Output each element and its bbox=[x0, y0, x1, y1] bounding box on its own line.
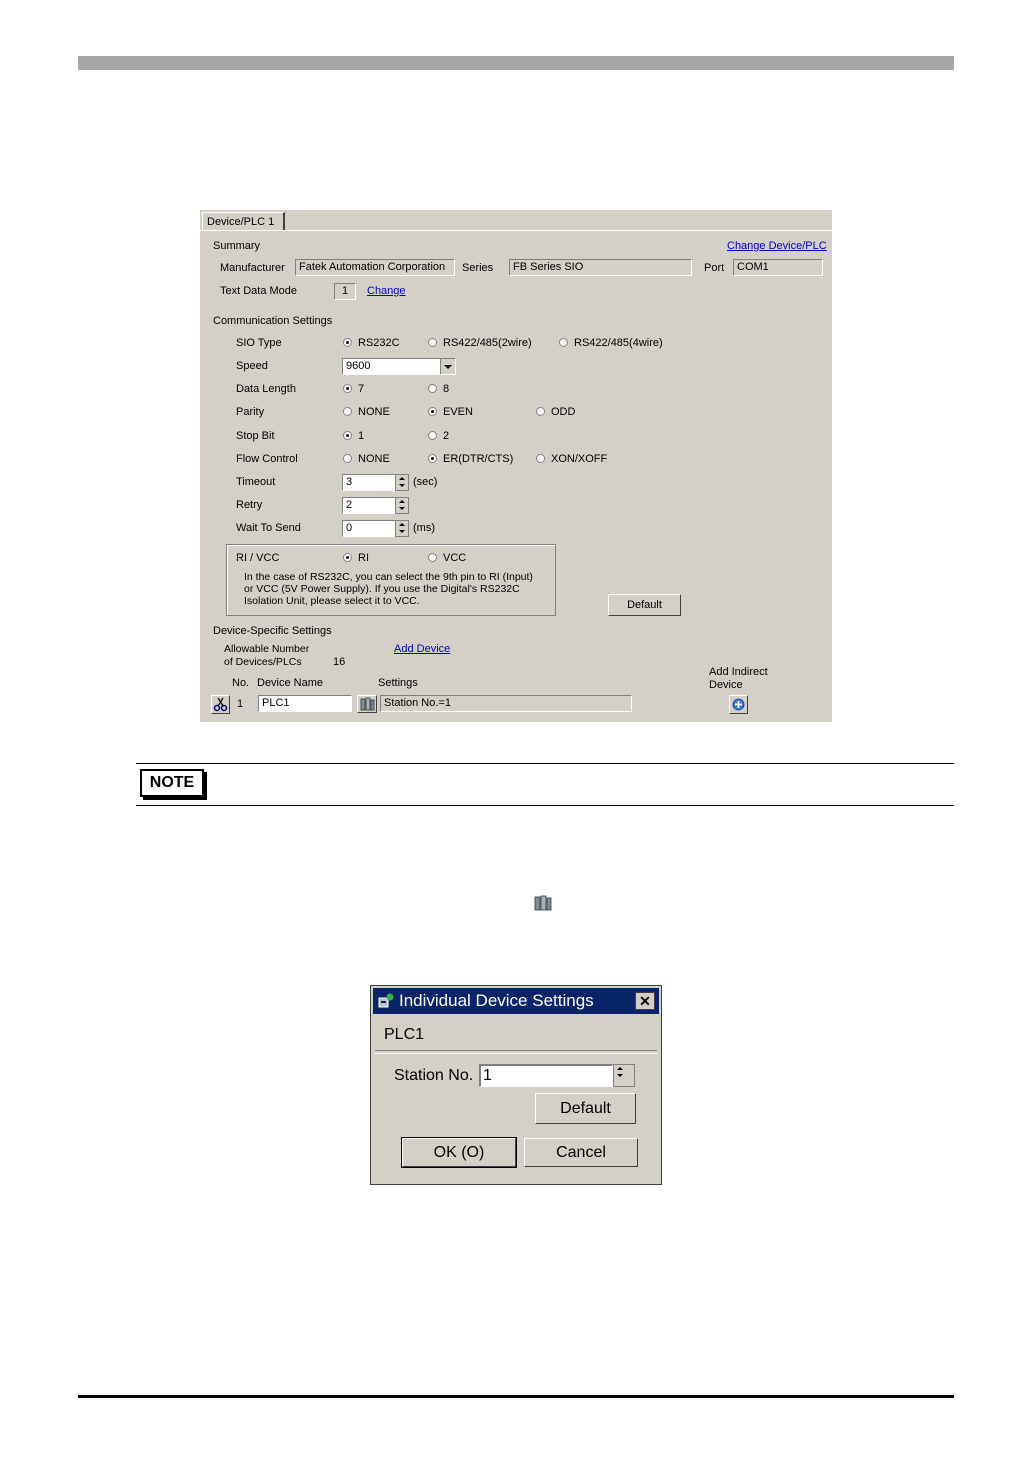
parity-even-radio[interactable] bbox=[428, 407, 437, 416]
add-indirect-label-1: Add Indirect bbox=[709, 666, 768, 678]
port-label: Port bbox=[704, 262, 725, 274]
data-length-7-label: 7 bbox=[358, 383, 365, 395]
manufacturer-field: Fatek Automation Corporation bbox=[295, 259, 455, 276]
rivcc-note-line-2: or VCC (5V Power Supply). If you use the Digital's RS232C bbox=[244, 583, 520, 595]
add-indirect-device-icon[interactable] bbox=[729, 695, 748, 714]
header-bar bbox=[78, 56, 954, 70]
tab-divider bbox=[200, 230, 832, 231]
flow-none-label: NONE bbox=[358, 453, 390, 465]
data-length-8-radio[interactable] bbox=[428, 384, 437, 393]
flow-xon-radio[interactable] bbox=[536, 454, 545, 463]
cancel-button[interactable]: Cancel bbox=[524, 1138, 638, 1167]
row-no: 1 bbox=[237, 698, 244, 710]
stop-bit-1-label: 1 bbox=[358, 430, 365, 442]
allowable-label-1: Allowable Number bbox=[224, 643, 310, 655]
sio-rs232c-label: RS232C bbox=[358, 337, 400, 349]
rivcc-note-line-1: In the case of RS232C, you can select the 9th pin to RI (Input) bbox=[244, 571, 533, 583]
port-field: COM1 bbox=[733, 259, 823, 276]
ri-radio[interactable] bbox=[343, 553, 352, 562]
row-device-name-input[interactable]: PLC1 bbox=[258, 695, 352, 712]
chevron-down-icon[interactable] bbox=[440, 359, 455, 374]
dialog-device-name: PLC1 bbox=[384, 1026, 425, 1043]
note-top-rule bbox=[136, 763, 954, 764]
retry-spinner[interactable] bbox=[395, 497, 409, 514]
allowable-value: 16 bbox=[333, 656, 346, 668]
wait-input[interactable]: 0 bbox=[342, 520, 396, 537]
vcc-radio[interactable] bbox=[428, 553, 437, 562]
note-badge: NOTE bbox=[140, 769, 204, 797]
dialog-default-button[interactable]: Default bbox=[535, 1093, 636, 1124]
dialog-divider bbox=[375, 1050, 657, 1054]
timeout-spinner[interactable] bbox=[395, 474, 409, 491]
scissors-icon[interactable] bbox=[211, 695, 230, 714]
parity-label: Parity bbox=[236, 406, 265, 418]
sio-rs422-2wire-label: RS422/485(2wire) bbox=[443, 337, 532, 349]
add-device-link[interactable]: Add Device bbox=[394, 643, 451, 655]
flow-er-label: ER(DTR/CTS) bbox=[443, 453, 514, 465]
sio-type-label: SIO Type bbox=[236, 337, 282, 349]
series-label: Series bbox=[462, 262, 494, 274]
speed-label: Speed bbox=[236, 360, 268, 372]
dialog-title-bar bbox=[373, 988, 659, 1014]
parity-odd-radio[interactable] bbox=[536, 407, 545, 416]
stop-bit-2-radio[interactable] bbox=[428, 431, 437, 440]
sio-rs422-2wire-radio[interactable] bbox=[428, 338, 437, 347]
allowable-label-2: of Devices/PLCs bbox=[224, 656, 302, 668]
stop-bit-1-radio[interactable] bbox=[343, 431, 352, 440]
station-no-input[interactable]: 1 bbox=[479, 1064, 613, 1087]
row-settings-field: Station No.=1 bbox=[380, 695, 632, 712]
parity-odd-label: ODD bbox=[551, 406, 576, 418]
vcc-label: VCC bbox=[443, 552, 467, 564]
settings-icon bbox=[533, 893, 553, 913]
device-plc-panel bbox=[200, 210, 832, 722]
wait-spinner[interactable] bbox=[395, 520, 409, 537]
rivcc-note-line-3: Isolation Unit, please select it to VCC. bbox=[244, 595, 420, 607]
text-data-mode-label: Text Data Mode bbox=[220, 285, 298, 297]
stop-bit-2-label: 2 bbox=[443, 430, 450, 442]
ok-button[interactable]: OK (O) bbox=[402, 1138, 516, 1167]
timeout-unit: (sec) bbox=[413, 476, 438, 488]
retry-input[interactable]: 2 bbox=[342, 497, 396, 514]
change-device-link[interactable]: Change Device/PLC bbox=[727, 240, 827, 252]
timeout-input[interactable]: 3 bbox=[342, 474, 396, 491]
data-length-label: Data Length bbox=[236, 383, 296, 395]
device-specific-label: Device-Specific Settings bbox=[213, 625, 332, 637]
footer-rule bbox=[78, 1395, 954, 1398]
station-no-spinner[interactable] bbox=[613, 1064, 635, 1087]
speed-select[interactable] bbox=[342, 358, 456, 375]
timeout-label: Timeout bbox=[236, 476, 276, 488]
data-length-8-label: 8 bbox=[443, 383, 450, 395]
add-indirect-label-2: Device bbox=[709, 679, 743, 691]
rivcc-label: RI / VCC bbox=[236, 552, 280, 564]
flow-none-radio[interactable] bbox=[343, 454, 352, 463]
sio-rs422-4wire-radio[interactable] bbox=[559, 338, 568, 347]
station-no-label: Station No. bbox=[394, 1067, 474, 1084]
ri-label: RI bbox=[358, 552, 369, 564]
retry-label: Retry bbox=[236, 499, 263, 511]
col-settings-header: Settings bbox=[378, 677, 418, 689]
speed-value: 9600 bbox=[346, 360, 371, 372]
series-field: FB Series SIO bbox=[509, 259, 692, 276]
close-icon[interactable]: ✕ bbox=[635, 992, 655, 1010]
text-data-mode-field: 1 bbox=[334, 283, 356, 300]
parity-even-label: EVEN bbox=[443, 406, 473, 418]
note-bottom-rule bbox=[136, 805, 954, 806]
col-no-header: No. bbox=[232, 677, 250, 689]
settings-icon[interactable] bbox=[357, 695, 377, 713]
flow-er-radio[interactable] bbox=[428, 454, 437, 463]
tab-device-plc-1[interactable]: Device/PLC 1 bbox=[202, 212, 285, 231]
sio-rs422-4wire-label: RS422/485(4wire) bbox=[574, 337, 663, 349]
flow-xon-label: XON/XOFF bbox=[551, 453, 608, 465]
individual-device-settings-dialog bbox=[370, 985, 662, 1185]
stop-bit-label: Stop Bit bbox=[236, 430, 275, 442]
default-button[interactable]: Default bbox=[608, 594, 681, 616]
comm-settings-label: Communication Settings bbox=[213, 315, 333, 327]
dialog-title: Individual Device Settings bbox=[399, 991, 594, 1010]
col-device-name-header: Device Name bbox=[257, 677, 324, 689]
summary-label: Summary bbox=[213, 240, 261, 252]
device-app-icon bbox=[377, 992, 395, 1010]
parity-none-radio[interactable] bbox=[343, 407, 352, 416]
parity-none-label: NONE bbox=[358, 406, 390, 418]
data-length-7-radio[interactable] bbox=[343, 384, 352, 393]
manufacturer-label: Manufacturer bbox=[220, 262, 285, 274]
sio-rs232c-radio[interactable] bbox=[343, 338, 352, 347]
wait-label: Wait To Send bbox=[236, 522, 301, 534]
text-data-mode-change-link[interactable]: Change bbox=[367, 285, 406, 297]
flow-control-label: Flow Control bbox=[236, 453, 298, 465]
wait-unit: (ms) bbox=[413, 522, 435, 534]
